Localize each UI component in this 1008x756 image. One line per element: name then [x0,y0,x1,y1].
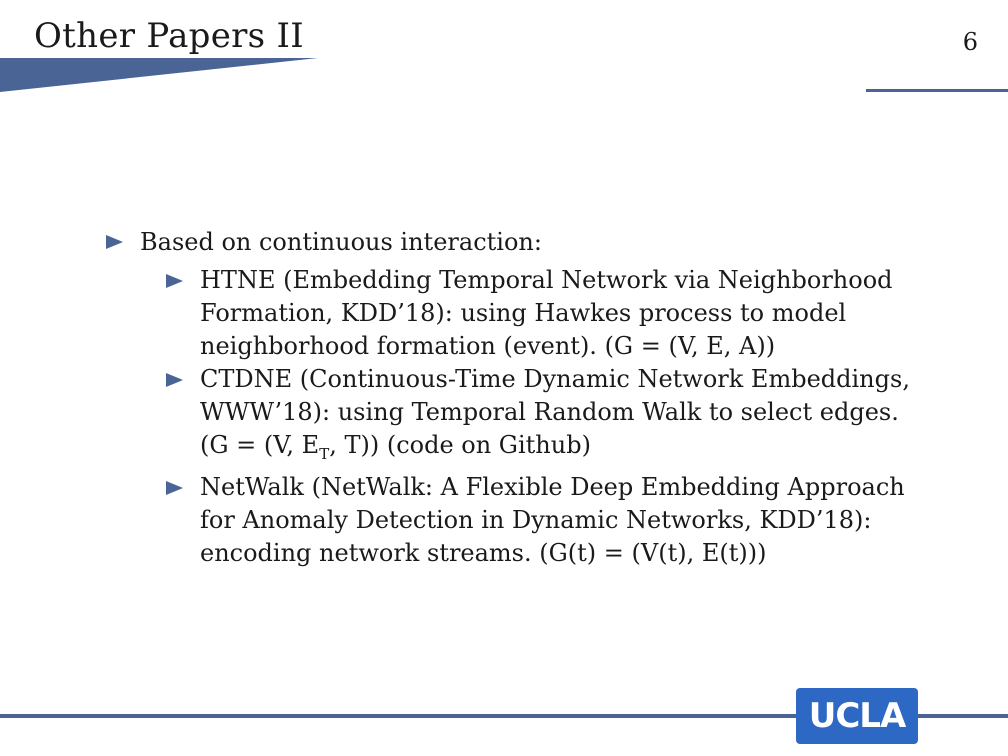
main-bullet [100,224,960,260]
title-accent-line [866,89,1008,92]
sub-bullet-netwalk [100,471,930,570]
sub-bullet-text: HTNE (Embedding Temporal Network via Neighborhood Formation, KDD’18): using Hawkes process to model neighborhood formation (event). (G = (V, E, A)) [200,266,893,360]
sub-bullet-text: CTDNE (Continuous-Time Dynamic Network Embeddings, WWW’18): using Temporal Random Walk to select edges. (G = (V, E [200,365,910,459]
bullet-triangle-icon [166,274,183,288]
sub-bullet-htne [100,264,930,363]
subscript: T [319,444,330,463]
slide-content [100,224,960,570]
title-accent-bar [0,58,320,94]
bullet-triangle-icon [106,235,123,249]
bullet-triangle-icon [166,481,183,495]
sub-bullet-ctdne [100,363,930,471]
main-bullet-text: Based on continuous interaction: [140,228,542,256]
page-number: 6 [962,28,978,56]
slide-title: Other Papers II [34,16,304,56]
sub-bullet-text-after: , T)) (code on Github) [329,431,591,459]
ucla-logo: UCLA [796,688,918,744]
bullet-triangle-icon [166,373,183,387]
sub-bullet-text: NetWalk (NetWalk: A Flexible Deep Embedding Approach for Anomaly Detection in Dynamic Networks, KDD’18): encoding network streams. (G(t) = (V(t), E(t))) [200,472,905,567]
